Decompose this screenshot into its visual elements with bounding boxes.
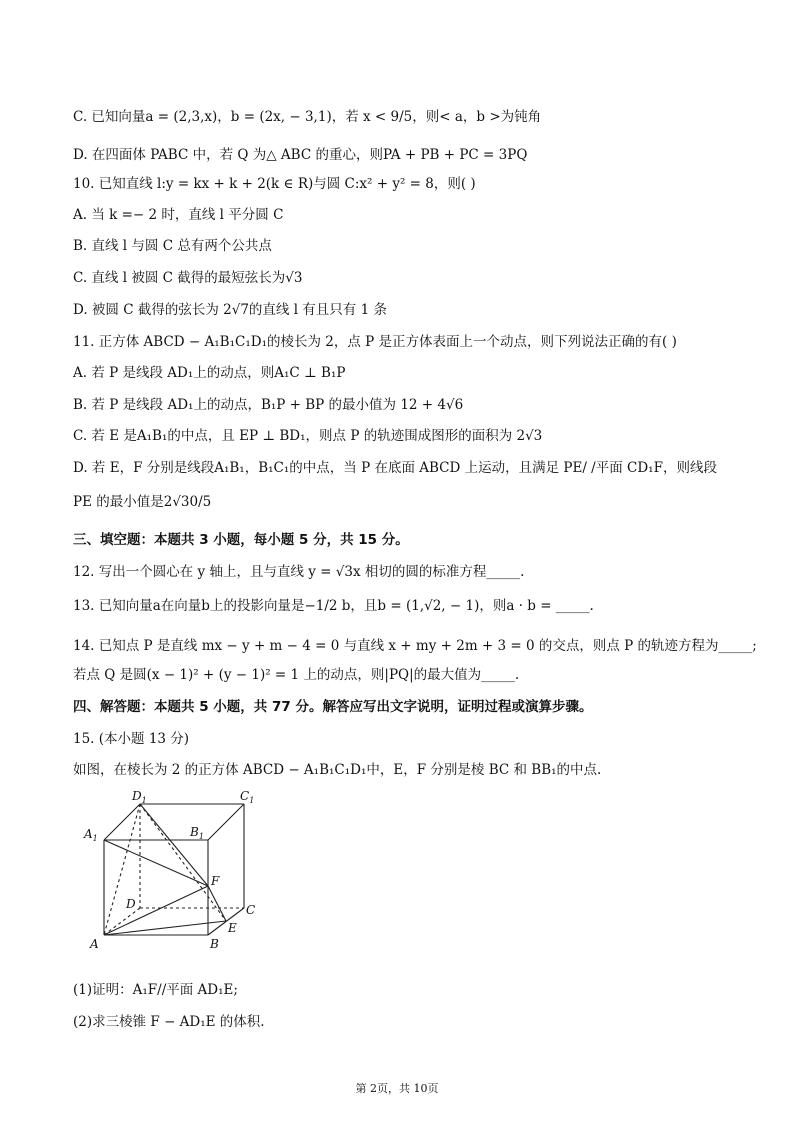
cube-figure <box>80 790 270 960</box>
option-11b: B. 若 P 是线段 AD₁上的动点，B₁P + BP 的最小值为 12 + 4√6 <box>73 397 464 413</box>
option-10d: D. 被圆 C 截得的弦长为 2√7的直线 l 有且只有 1 条 <box>73 302 387 318</box>
question-15-part1: (1)证明：A₁F//平面 AD₁E; <box>73 982 238 998</box>
label-c1: $C_1$ <box>240 790 255 805</box>
option-10a: A. 当 k =− 2 时，直线 l 平分圆 C <box>73 207 284 223</box>
question-10: 10. 已知直线 l:y = kx + k + 2(k ∈ R)与圆 C:x² + y² = 8，则( ) <box>73 176 476 192</box>
option-11d-cont: PE 的最小值是2√30/5 <box>73 494 212 510</box>
option-9c: C. 已知向量a = (2,3,x)，b = (2x, − 3,1)，若 x < 9/5，则< a，b >为钝角 <box>73 109 542 125</box>
option-9d: D. 在四面体 PABC 中，若 Q 为△ ABC 的重心，则PA + PB + PC = 3PQ <box>73 147 528 163</box>
label-c: C <box>246 903 256 917</box>
option-10c: C. 直线 l 被圆 C 截得的最短弦长为√3 <box>73 270 303 286</box>
option-11d: D. 若 E，F 分别是线段A₁B₁，B₁C₁的中点，当 P 在底面 ABCD 上运动，且满足 PE/ /平面 CD₁F，则线段 <box>73 460 717 476</box>
question-14: 14. 已知点 P 是直线 mx − y + m − 4 = 0 与直线 x + my + 2m + 3 = 0 的交点，则点 P 的轨迹方程为_____; <box>73 638 757 654</box>
question-11: 11. 正方体 ABCD − A₁B₁C₁D₁的棱长为 2，点 P 是正方体表面上一个动点，则下列说法正确的有( ) <box>73 334 677 350</box>
label-a: A <box>90 937 99 951</box>
question-15-part2: (2)求三棱锥 F − AD₁E 的体积. <box>73 1014 265 1030</box>
label-d: D <box>126 897 136 911</box>
option-11c: C. 若 E 是A₁B₁的中点，且 EP ⊥ BD₁，则点 P 的轨迹围成图形的面积为 2√3 <box>73 428 543 444</box>
label-f: F <box>211 874 220 888</box>
question-14-cont: 若点 Q 是圆(x − 1)² + (y − 1)² = 1 上的动点，则|PQ|的最大值为_____. <box>73 667 520 683</box>
option-11a: A. 若 P 是线段 AD₁上的动点，则A₁C ⊥ B₁P <box>73 365 346 381</box>
question-12: 12. 写出一个圆心在 y 轴上，且与直线 y = √3x 相切的圆的标准方程_____. <box>73 564 525 580</box>
section-answer-heading: 四、解答题：本题共 5 小题，共 77 分。解答应写出文字说明，证明过程或演算步骤。 <box>73 699 593 715</box>
label-d1: $D_1$ <box>132 790 147 805</box>
label-b: B <box>210 937 219 951</box>
label-a1: $A_1$ <box>84 827 98 843</box>
section-fill-blank-heading: 三、填空题：本题共 3 小题，每小题 5 分，共 15 分。 <box>73 532 409 548</box>
label-e: E <box>228 921 237 935</box>
question-15-header: 15. (本小题 13 分) <box>73 731 190 747</box>
option-10b: B. 直线 l 与圆 C 总有两个公共点 <box>73 238 272 254</box>
page-footer: 第 2页，共 10页 <box>355 1082 439 1095</box>
label-b1: $B_1$ <box>190 825 204 841</box>
question-13: 13. 已知向量a在向量b上的投影向量是−1/2 b，且b = (1,√2, − 1)，则a · b = _____. <box>73 598 594 614</box>
question-15-stem: 如图，在棱长为 2 的正方体 ABCD − A₁B₁C₁D₁中，E，F 分别是棱 BC 和 BB₁的中点. <box>73 762 602 778</box>
